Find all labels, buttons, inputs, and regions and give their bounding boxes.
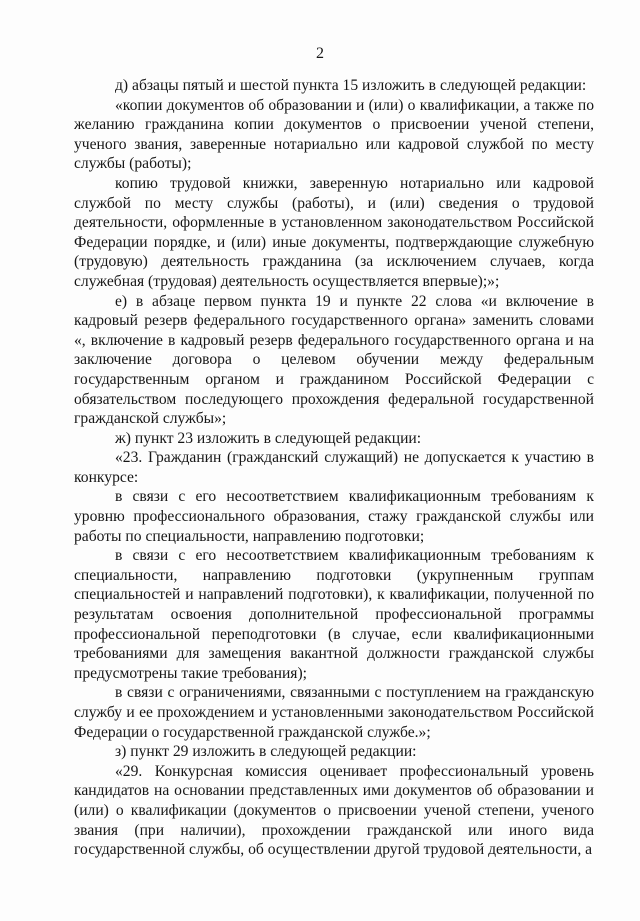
page-number: 2 [316, 45, 324, 62]
paragraph-copy-of-work-book: копию трудовой книжки, заверенную нотариально или кадровой службой по месту службы (работы), и (или) сведения о трудовой деятельности, оформленные в установленном законодательством Российской Федерации порядке, и (или) иные документы, подтверждающие служебную (трудовую) деятельность гражданина (за исключением случаев, когда служебная (трудовая) деятельность осуществляется впервые);»; [74, 174, 594, 290]
paragraph-point-23: «23. Гражданин (гражданский служащий) не допускается к участию в конкурсе: [74, 449, 594, 486]
paragraph-point-29: «29. Конкурсная комиссия оценивает профессиональный уровень кандидатов на основании представленных ими документов об образовании и (или) о квалификации (документов о присвоении ученой степени, ученого звания (при наличии), прохождении гражданской или иного вида государственной службы, об осуществлении другой трудовой деятельности, а [74, 762, 594, 859]
paragraph-item-z: з) пункт 29 изложить в следующей редакции: [115, 743, 417, 761]
paragraph-item-d: д) абзацы пятый и шестой пункта 15 изложить в следующей редакции: [115, 77, 587, 94]
paragraph-specialty-requirements: в связи с его несоответствием квалификационным требованиям к специальности, направлению подготовки (укрупненным группам специальностей и направлений подготовки), к квалификации, полученной по результатам освоения дополнительной профессиональной программы профессиональной переподготовки (в случае, если квалификационными требованиями для замещения вакантной должности гражданской службы предусмотрены такие требования); [74, 547, 594, 682]
document-body [74, 76, 594, 860]
paragraph-copies-of-education-documents: «копии документов об образовании и (или) о квалификации, а также по желанию гражданина копии документов о присвоении ученой степени, ученого звания, заверенные нотариально или кадровой службой по месту службы (работы); [74, 96, 594, 173]
paragraph-service-restrictions: в связи с ограничениями, связанными с поступлением на гражданскую службу и ее прохождением и установленными законодательством Российской Федерации о государственной гражданской службе.»; [74, 684, 594, 741]
paragraph-education-requirements: в связи с его несоответствием квалификационным требованиям к уровню профессионального образования, стажу гражданской службы или работы по специальности, направлению подготовки; [74, 488, 594, 545]
paragraph-item-e: е) в абзаце первом пункта 19 и пункте 22 слова «и включение в кадровый резерв федерального государственного органа» заменить словами «, включение в кадровый резерв федерального государственного органа и на заключение договора о целевом обучении между федеральным государственным органом и гражданином Российской Федерации с обязательством последующего прохождения федеральной государственной гражданской службы»; [74, 292, 594, 428]
paragraph-item-zh: ж) пункт 23 изложить в следующей редакции: [115, 429, 422, 447]
